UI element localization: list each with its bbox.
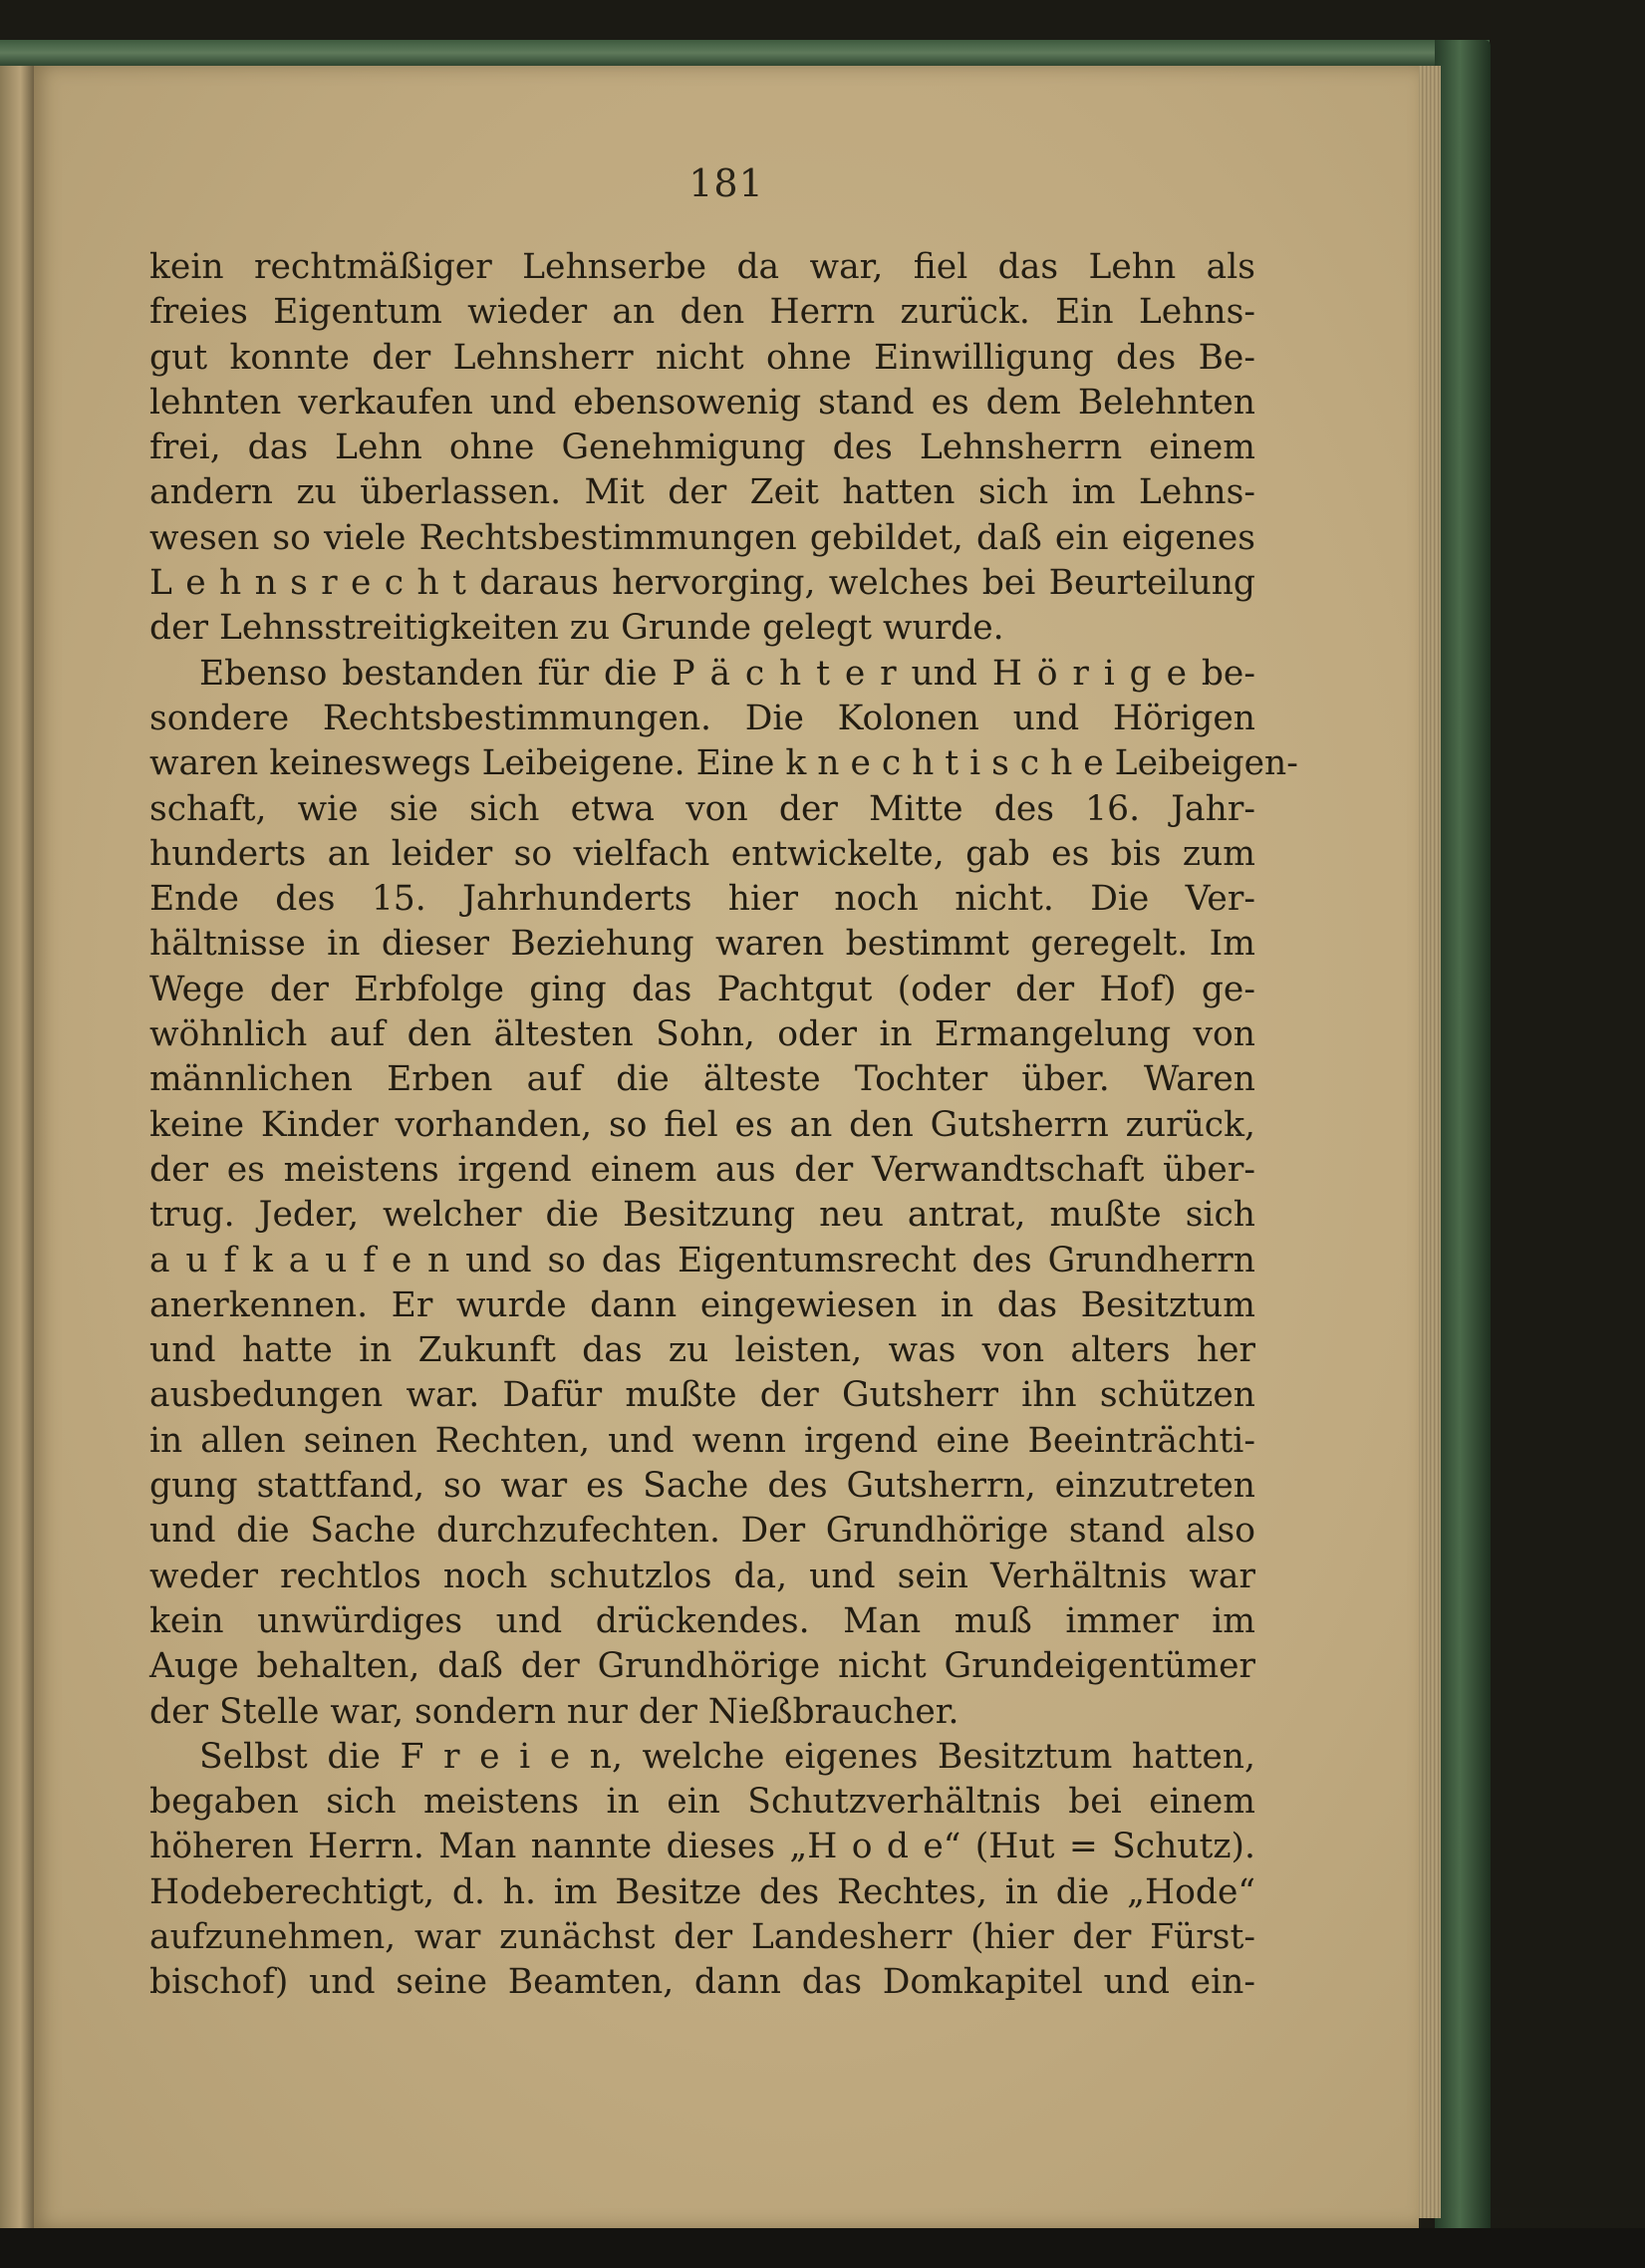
text-line: Ende des 15. Jahrhunderts hier noch nicht. Die Ver- xyxy=(149,879,1255,920)
text-line: in allen seinen Rechten, und wenn irgend eine Beeinträchti- xyxy=(149,1420,1255,1461)
text-line: und hatte in Zukunft das zu leisten, was von alters her xyxy=(149,1330,1255,1371)
text-line: hältnisse in dieser Beziehung waren bestimmt geregelt. Im xyxy=(149,924,1255,965)
text-line: Auge behalten, daß der Grundhörige nicht Grundeigentümer xyxy=(149,1646,1255,1687)
text-line: a u f k a u f e n und so das Eigentumsrecht des Grundherrn xyxy=(149,1240,1255,1280)
text-line: andern zu überlassen. Mit der Zeit hatten sich im Lehns- xyxy=(149,472,1255,513)
book-page xyxy=(34,66,1419,2228)
binding-top-strip xyxy=(0,40,1490,66)
text-line: ausbedungen war. Dafür mußte der Gutsherr ihn schützen xyxy=(149,1375,1255,1416)
text-line: bischof) und seine Beamten, dann das Domkapitel und ein- xyxy=(149,1962,1255,2003)
text-line: kein rechtmäßiger Lehnserbe da war, fiel das Lehn als xyxy=(149,247,1255,287)
text-line: waren keineswegs Leibeigene. Eine k n e c h t i s c h e Leibeigen- xyxy=(149,743,1298,784)
text-line: L e h n s r e c h t daraus hervorging, welches bei Beurteilung xyxy=(149,563,1255,604)
text-line: männlichen Erben auf die älteste Tochter über. Waren xyxy=(149,1059,1255,1100)
text-line: der Stelle war, sondern nur der Nießbraucher. xyxy=(149,1691,960,1732)
text-line: höheren Herrn. Man nannte dieses „H o d e“ (Hut = Schutz). xyxy=(149,1827,1255,1867)
text-line: keine Kinder vorhanden, so fiel es an den Gutsherrn zurück, xyxy=(149,1104,1255,1145)
text-line: und die Sache durchzufechten. Der Grundhörige stand also xyxy=(149,1511,1255,1552)
text-line: gung stattfand, so war es Sache des Gutsherrn, einzutreten xyxy=(149,1466,1255,1507)
text-line: kein unwürdiges und drückendes. Man muß immer im xyxy=(149,1600,1255,1641)
text-line: aufzunehmen, war zunächst der Landesherr (hier der Fürst- xyxy=(149,1916,1255,1957)
left-page-edge xyxy=(0,40,34,2268)
text-line: begaben sich meistens in ein Schutzverhältnis bei einem xyxy=(149,1782,1255,1823)
body-text xyxy=(149,245,1298,2006)
text-line: anerkennen. Er wurde dann eingewiesen in das Besitztum xyxy=(149,1284,1255,1325)
text-line: lehnten verkaufen und ebensowenig stand es dem Belehnten xyxy=(149,382,1255,423)
text-line: schaft, wie sie sich etwa von der Mitte des 16. Jahr- xyxy=(149,788,1255,829)
text-line: der Lehnsstreitigkeiten zu Grunde gelegt wurde. xyxy=(149,608,1004,649)
book-cover-edge xyxy=(1435,40,1491,2242)
text-line: freies Eigentum wieder an den Herrn zurück. Ein Lehns- xyxy=(149,292,1255,333)
text-line: wöhnlich auf den ältesten Sohn, oder in Ermangelung von xyxy=(149,1014,1255,1055)
text-line: hunderts an leider so vielfach entwickelte, gab es bis zum xyxy=(149,833,1255,874)
text-line: Hodeberechtigt, d. h. im Besitze des Rechtes, in die „Hode“ xyxy=(149,1871,1255,1912)
text-line: weder rechtlos noch schutzlos da, und sein Verhältnis war xyxy=(149,1556,1255,1596)
text-line: Selbst die F r e i e n, welche eigenes Besitztum hatten, xyxy=(199,1736,1255,1777)
text-line: wesen so viele Rechtsbestimmungen gebildet, daß ein eigenes xyxy=(149,517,1255,558)
text-line: Wege der Erbfolge ging das Pachtgut (oder der Hof) ge- xyxy=(149,969,1255,1009)
page-number: 181 xyxy=(688,161,764,205)
text-line: sondere Rechtsbestimmungen. Die Kolonen und Hörigen xyxy=(149,698,1255,738)
text-line: der es meistens irgend einem aus der Verwandtschaft über- xyxy=(149,1149,1255,1190)
text-line: gut konnte der Lehnsherr nicht ohne Einwilligung des Be- xyxy=(149,337,1255,378)
text-line: trug. Jeder, welcher die Besitzung neu antrat, mußte sich xyxy=(149,1195,1255,1236)
text-line: frei, das Lehn ohne Genehmigung des Lehnsherrn einem xyxy=(149,427,1255,468)
scan-bottom-border xyxy=(0,2228,1645,2268)
text-line: Ebenso bestanden für die P ä c h t e r und H ö r i g e be- xyxy=(199,653,1255,694)
